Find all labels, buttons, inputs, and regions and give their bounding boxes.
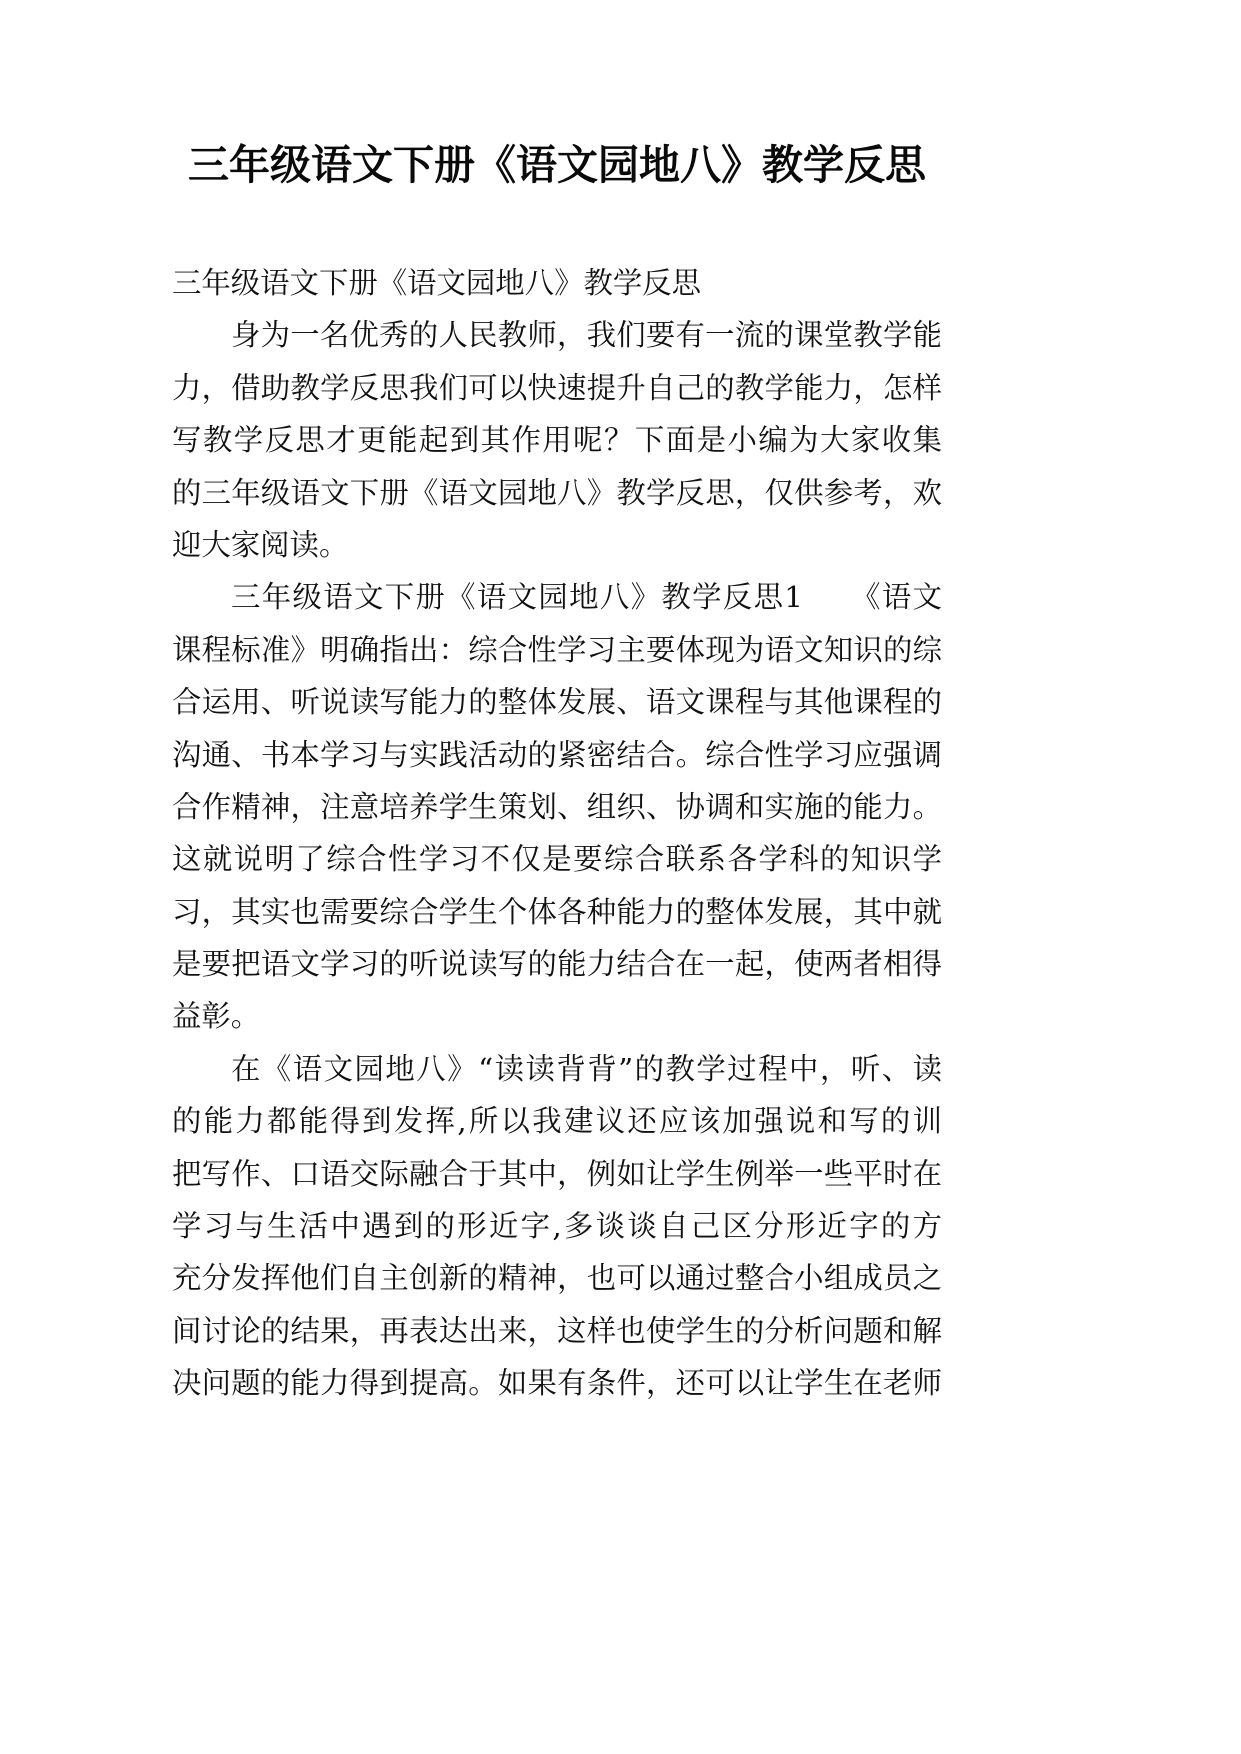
text-line: 沟通、书本学习与实践活动的紧密结合。综合性学习应强调 <box>172 737 942 772</box>
text-line: 三年级语文下册《语文园地八》教学反思 <box>172 266 702 300</box>
paragraph-heading <box>172 257 942 309</box>
paragraph-intro <box>172 309 942 571</box>
paragraph-teaching-process <box>172 1043 942 1410</box>
text-line: 迎大家阅读。 <box>172 527 349 562</box>
text-line: 益彰。 <box>172 999 261 1034</box>
text-line: 在《语文园地八》“读读背背”的教学过程中，听、读 <box>231 1051 942 1086</box>
document-title: 三年级语文下册《语文园地八》教学反思 <box>188 141 926 189</box>
text-line: 决问题的能力得到提高。如果有条件，还可以让学生在老师 <box>172 1366 942 1401</box>
text-line: 三年级语文下册《语文园地八》教学反思1 《语文 <box>231 580 942 615</box>
text-line: 把写作、口语交际融合于其中，例如让学生例举一些平时在 <box>172 1156 942 1191</box>
text-line: 的三年级语文下册《语文园地八》教学反思，仅供参考，欢 <box>172 475 942 510</box>
text-line: 写教学反思才更能起到其作用呢？下面是小编为大家收集 <box>172 423 942 458</box>
text-line: 间讨论的结果，再表达出来，这样也使学生的分析问题和解 <box>172 1313 942 1348</box>
text-line: 习，其实也需要综合学生个体各种能力的整体发展，其中就 <box>172 894 942 929</box>
paragraph-reflection-1 <box>172 571 942 1043</box>
text-line: 是要把语文学习的听说读写的能力结合在一起，使两者相得 <box>172 947 942 982</box>
text-line: 身为一名优秀的人民教师，我们要有一流的课堂教学能 <box>231 318 942 353</box>
text-line: 合运用、听说读写能力的整体发展、语文课程与其他课程的 <box>172 685 942 720</box>
text-line: 学习与生活中遇到的形近字,多谈谈自己区分形近字的方 <box>172 1209 942 1244</box>
document-body <box>172 257 942 1410</box>
text-line: 这就说明了综合性学习不仅是要综合联系各学科的知识学 <box>172 842 942 877</box>
text-line: 充分发挥他们自主创新的精神，也可以通过整合小组成员之 <box>172 1261 942 1296</box>
text-line: 合作精神，注意培养学生策划、组织、协调和实施的能力。 <box>172 789 942 824</box>
text-line: 课程标准》明确指出：综合性学习主要体现为语文知识的综 <box>172 632 942 667</box>
text-line: 的能力都能得到发挥,所以我建议还应该加强说和写的训 <box>172 1104 942 1139</box>
text-line: 力，借助教学反思我们可以快速提升自己的教学能力，怎样 <box>172 370 942 405</box>
